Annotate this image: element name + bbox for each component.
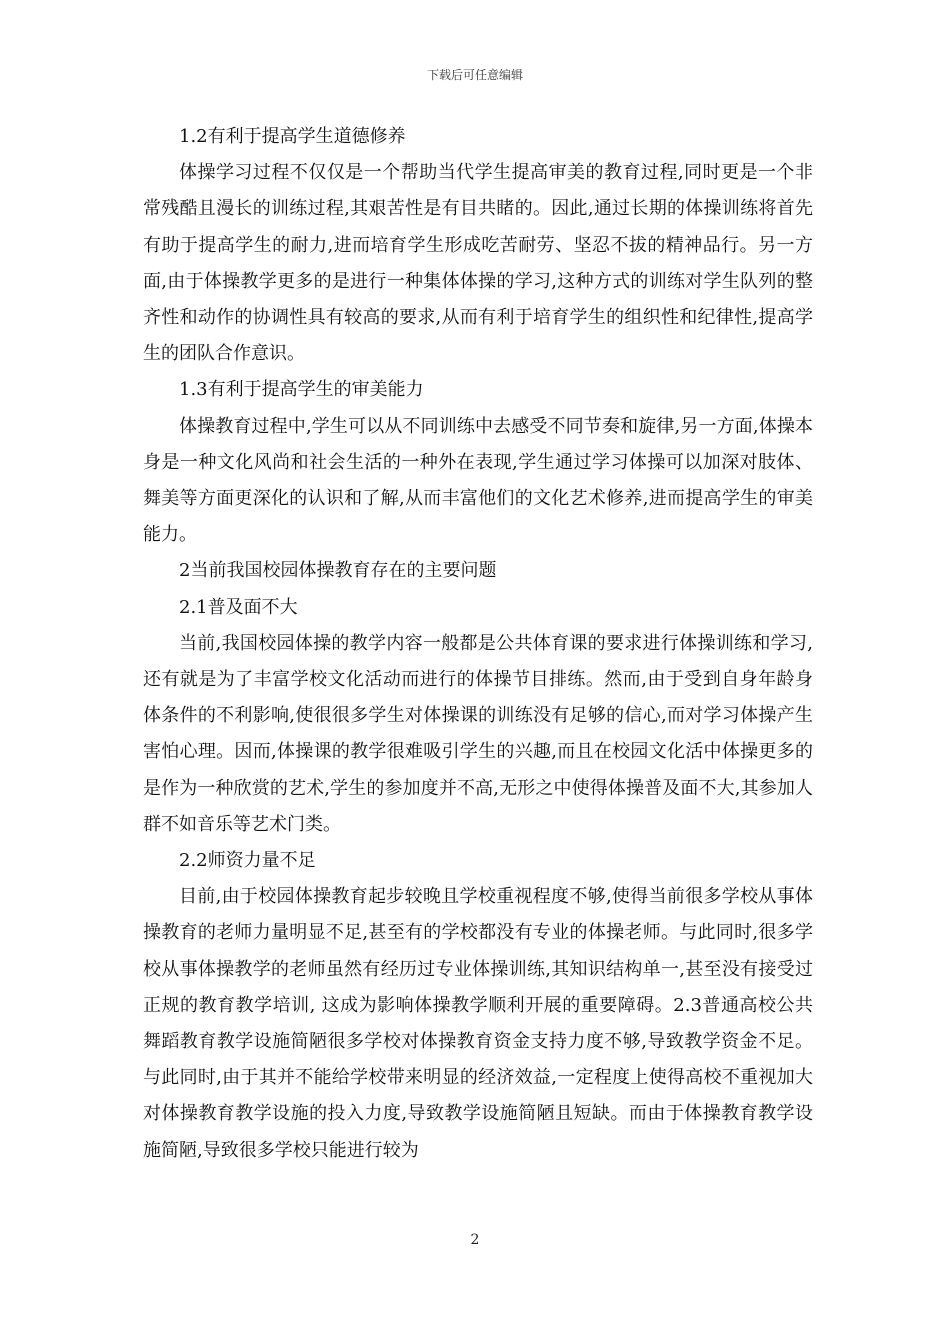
paragraph: 体操学习过程不仅仅是一个帮助当代学生提高审美的教育过程,同时更是一个非常残酷且漫长的训练过程,其艰苦性是有目共睹的。因此,通过长期的体操训练将首先有助于提高学生的耐力,进而培育学生形成吃苦耐劳、坚忍不拔的精神品行。另一方面,由于体操教学更多的是进行一种集体体操的学习,这种方式的训练对学生队列的整齐性和动作的协调性具有较高的要求,从而有利于培育学生的组织性和纪律性,提高学生的团队合作意识。 bbox=[143, 162, 813, 365]
section-heading-2-1: 2.1普及面不大 bbox=[179, 596, 298, 618]
section-heading-2: 2当前我国校园体操教育存在的主要问题 bbox=[179, 560, 497, 582]
paragraph: 体操教育过程中,学生可以从不同训练中去感受不同节奏和旋律,另一方面,体操本身是一种文化风尚和社会生活的一种外在表现,学生通过学习体操可以加深对肢体、舞美等方面更深化的认识和了解,从而丰富他们的文化艺术修养,进而提高学生的审美能力。 bbox=[143, 415, 813, 546]
page-number: 2 bbox=[470, 1232, 480, 1248]
section-heading-2-2: 2.2师资力量不足 bbox=[179, 850, 316, 872]
document-body bbox=[143, 119, 813, 1169]
paragraph: 目前,由于校园体操教育起步较晚且学校重视程度不够,使得当前很多学校从事体操教育的老师力量明显不足,甚至有的学校都没有专业的体操老师。与此同时,很多学校从事体操教学的老师虽然有经历过专业体操训练,其知识结构单一,甚至没有接受过正规的教育教学培训, 这成为影响体操教学顺利开展的重要障碍。2.3普通高校公共舞蹈教育教学设施简陋很多学校对体操教育资金支持力度不够,导致教学资金不足。与此同时,由于其并不能给学校带来明显的经济效益,一定程度上使得高校不重视加大对体操教育教学设施的投入力度,导致教学设施简陋且短缺。而由于体操教育教学设施简陋,导致很多学校只能进行较为 bbox=[143, 886, 813, 1161]
page-header: 下载后可任意编辑 bbox=[426, 68, 523, 82]
paragraph: 当前,我国校园体操的教学内容一般都是公共体育课的要求进行体操训练和学习,还有就是为了丰富学校文化活动而进行的体操节目排练。然而,由于受到自身年龄身体条件的不利影响,使很很多学生对体操课的训练没有足够的信心,而对学习体操产生害怕心理。因而,体操课的教学很难吸引学生的兴趣,而且在校园文化活中体操更多的是作为一种欣赏的艺术,学生的参加度并不高,无形之中使得体操普及面不大,其参加人群不如音乐等艺术门类。 bbox=[143, 632, 813, 835]
section-heading-1-3: 1.3有利于提高学生的审美能力 bbox=[179, 379, 424, 401]
section-heading-1-2: 1.2有利于提高学生道德修养 bbox=[179, 126, 406, 147]
